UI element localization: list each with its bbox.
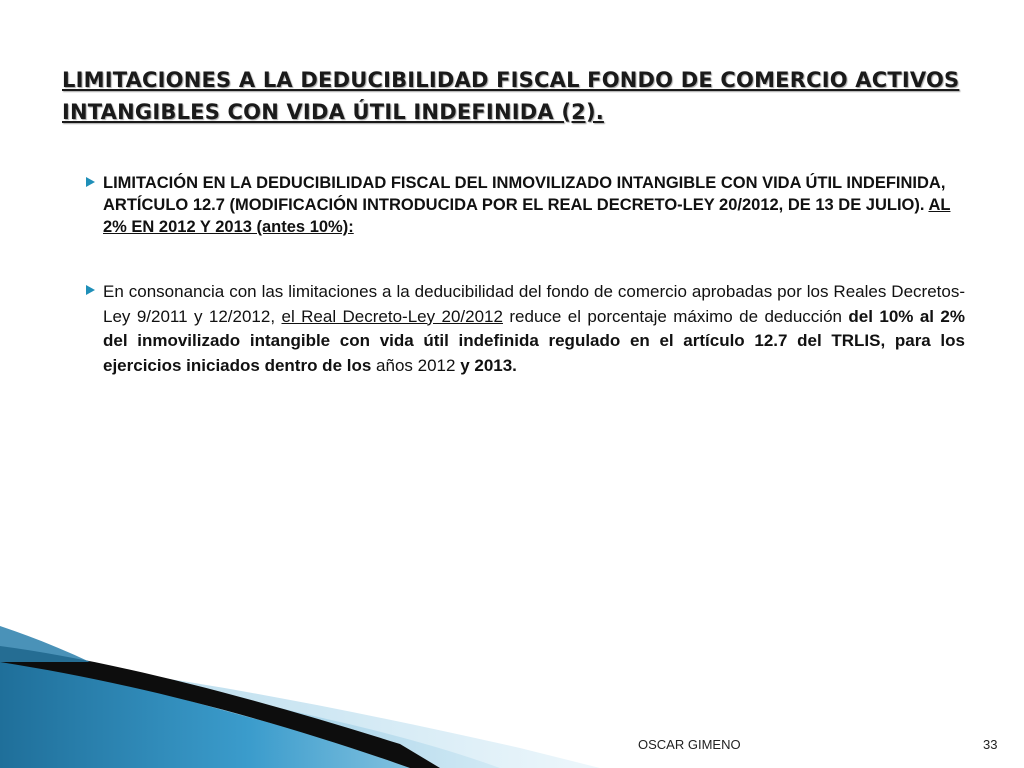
bullet2-part1: En consonancia con las limitaciones a la deducibilidad del fondo de comercio aprobadas por los Reales Decretos-Ley 9/2011 y 12/2012, bbox=[103, 282, 965, 326]
bullet-text-1 bbox=[103, 172, 953, 238]
footer-author: OSCAR GIMENO bbox=[638, 737, 741, 752]
page-number: 33 bbox=[983, 737, 998, 752]
bullet-text-2 bbox=[103, 280, 965, 378]
bullet2-bold2: y 2013. bbox=[460, 355, 517, 375]
bullet-arrow-icon bbox=[86, 285, 95, 295]
bullet2-bold1: del 10% al 2% del inmovilizado intangible con vida útil indefinida regulado en el artículo 12.7 del TRLIS, para los ejercicios iniciados dentro de los bbox=[103, 306, 965, 375]
bullet1-underlined-text: AL 2% EN 2012 Y 2013 (antes 10%): bbox=[103, 196, 951, 236]
bullet2-part3: años 2012 bbox=[376, 355, 456, 375]
slide-title: LIMITACIONES A LA DEDUCIBILIDAD FISCAL FONDO DE COMERCIO ACTIVOS INTANGIBLES CON VIDA ÚTIL INDEFINIDA (2). bbox=[62, 68, 960, 124]
bullet1-main-text: LIMITACIÓN EN LA DEDUCIBILIDAD FISCAL DEL INMOVILIZADO INTANGIBLE CON VIDA ÚTIL INDEFINIDA, ARTÍCULO 12.7 (MODIFICACIÓN INTRODUCIDA POR EL REAL DECRETO-LEY 20/2012, DE 13 DE JULIO). bbox=[103, 174, 946, 214]
bullet2-part2: reduce el porcentaje máximo de deducción bbox=[509, 306, 842, 326]
decree-link-text: el Real Decreto-Ley 20/2012 bbox=[281, 306, 503, 326]
bullet-arrow-icon bbox=[86, 177, 95, 187]
